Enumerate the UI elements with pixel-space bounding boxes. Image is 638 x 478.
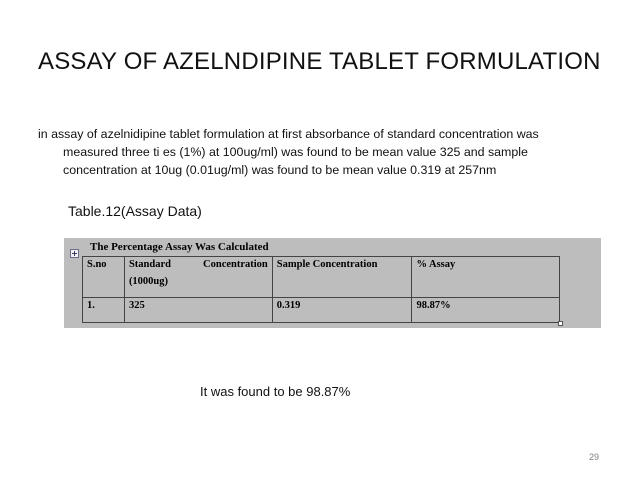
expand-plus-icon[interactable]	[70, 249, 79, 258]
table-caption: Table.12(Assay Data)	[68, 203, 202, 219]
paragraph-line-3: concentration at 10ug (0.01ug/ml) was found to be mean value 0.319 at 257nm	[63, 163, 497, 177]
table-header-row	[83, 257, 560, 298]
assay-table	[82, 256, 560, 323]
header-assay: % Assay	[412, 257, 560, 298]
assay-table-image	[64, 238, 601, 328]
table-heading: The Percentage Assay Was Calculated	[90, 241, 269, 253]
resize-handle[interactable]	[558, 321, 563, 326]
table-row	[83, 298, 560, 323]
description-paragraph	[38, 125, 598, 179]
page-number: 29	[589, 452, 600, 462]
cell-assay: 98.87%	[412, 298, 560, 323]
paragraph-line-2: measured three ti es (1%) at 100ug/ml) was found to be mean value 325 and sample	[63, 145, 528, 159]
header-standard-part1: Standard	[128, 259, 171, 270]
header-sno: S.no	[83, 257, 125, 298]
cell-standard: 325	[124, 298, 272, 323]
cell-sample: 0.319	[272, 298, 412, 323]
paragraph-line-1: in assay of azelnidipine tablet formulation at first absorbance of standard concentration was	[38, 127, 539, 141]
header-standard-concentration	[124, 257, 272, 298]
header-standard-part2: Concentration	[203, 259, 268, 270]
slide-title: ASSAY OF AZELNDIPINE TABLET FORMULATION	[38, 48, 601, 75]
result-text: It was found to be 98.87%	[200, 384, 351, 399]
header-standard-part3: (1000ug)	[128, 276, 169, 287]
header-sample-concentration: Sample Concentration	[272, 257, 412, 298]
cell-sno: 1.	[83, 298, 125, 323]
